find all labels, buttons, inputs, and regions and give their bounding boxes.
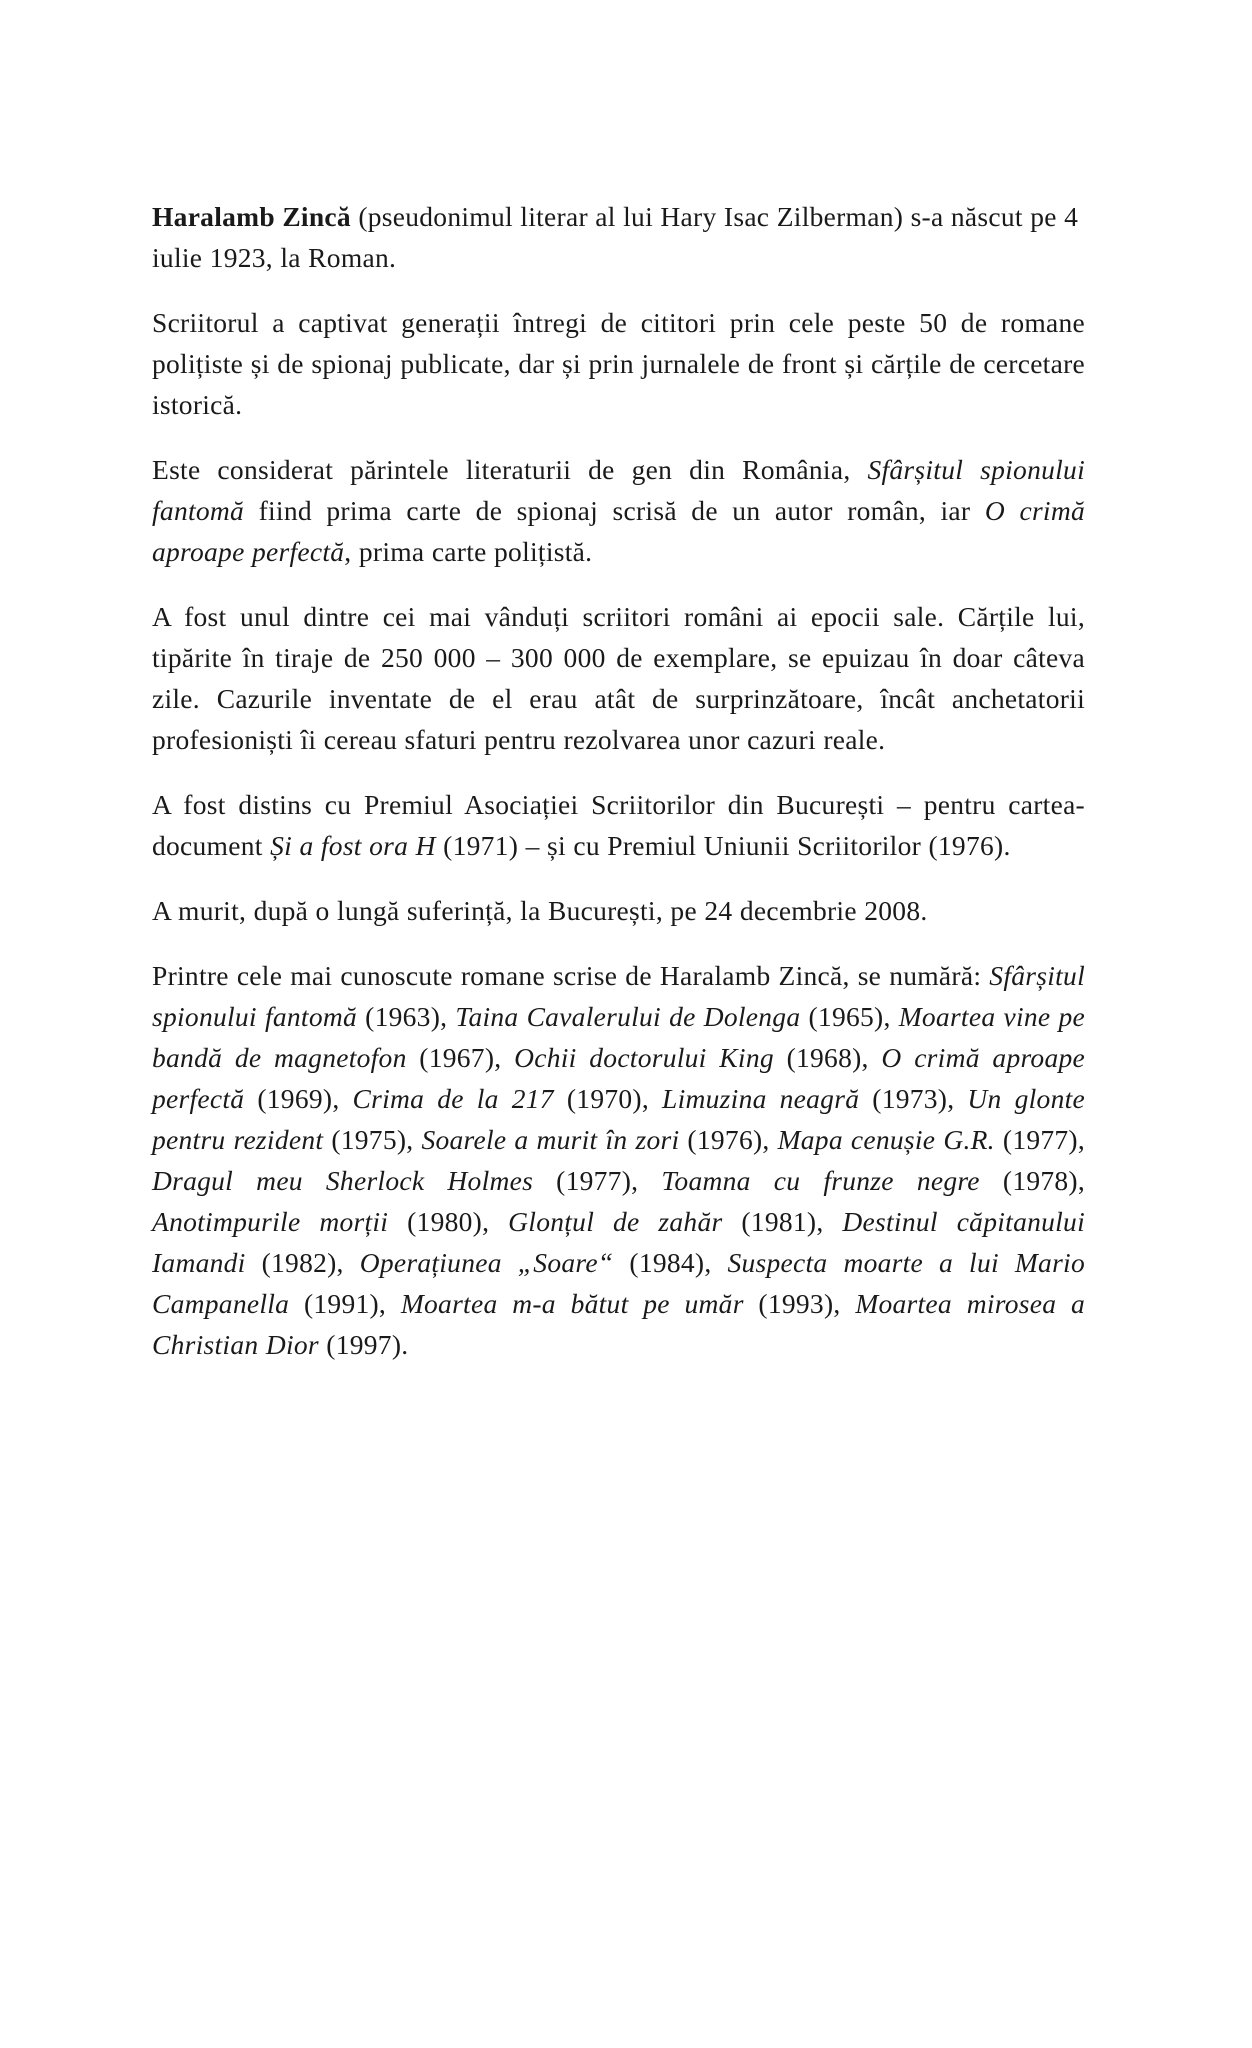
text-run: (1977), xyxy=(994,1124,1086,1155)
paragraph-awards xyxy=(152,784,1085,866)
book-title: Moartea m-a bătut pe umăr xyxy=(400,1288,744,1319)
book-title: Și a fost ora H xyxy=(270,830,436,861)
book-title: Toamna cu frunze negre xyxy=(661,1165,980,1196)
body-text-block xyxy=(152,196,1085,1365)
author-name-lead: Haralamb Zincă xyxy=(152,201,351,232)
text-run: (1963), xyxy=(357,1001,456,1032)
text-run: (1984), xyxy=(613,1247,728,1278)
text-run: Scriitorul a captivat generații întregi de cititori prin cele peste 50 de romane polițiste și de spionaj publicate, dar și prin jurnalele de front și cărțile de cercetare istorică. xyxy=(152,307,1085,420)
text-run: (1970), xyxy=(553,1083,663,1114)
book-title: Sfârșitul spionului fantomă xyxy=(152,454,1085,526)
book-title: Limuzina neagră xyxy=(662,1083,860,1114)
text-run: (1978), xyxy=(979,1165,1085,1196)
text-run: (1997). xyxy=(318,1329,409,1360)
text-run: (1976), xyxy=(679,1124,778,1155)
book-title: O crimă aproape perfectă xyxy=(152,1042,1085,1114)
book-title: Suspecta moarte a lui Mario Campanella xyxy=(152,1247,1086,1319)
paragraph-genre-father xyxy=(152,449,1085,572)
book-title: Destinul căpitanului Iamandi xyxy=(152,1206,1085,1278)
book-title: Mapa cenușie G.R. xyxy=(777,1124,995,1155)
text-run: (1965), xyxy=(800,1001,899,1032)
book-title: Taina Cavalerului de Dolenga xyxy=(455,1001,801,1032)
text-run: A fost distins cu Premiul Asociației Scriitorilor din București – pentru cartea-document xyxy=(152,789,1085,861)
text-run: A murit, după o lungă suferință, la București, pe 24 decembrie 2008. xyxy=(152,895,928,926)
book-title: Ochii doctorului King xyxy=(514,1042,774,1073)
book-title: Dragul meu Sherlock Holmes xyxy=(152,1165,534,1196)
text-run: Printre cele mai cunoscute romane scrise de Haralamb Zincă, se numără: xyxy=(152,960,990,991)
book-title: Anotimpurile morții xyxy=(152,1206,389,1237)
text-run: (1967), xyxy=(406,1042,515,1073)
text-run: , prima carte polițistă. xyxy=(344,536,593,567)
paragraph-bestseller xyxy=(152,596,1085,760)
text-run: (1977), xyxy=(533,1165,662,1196)
book-title: Glonțul de zahăr xyxy=(508,1206,723,1237)
book-title: Un glonte pentru rezident xyxy=(152,1083,1086,1155)
text-run: (1975), xyxy=(323,1124,422,1155)
book-title: Moartea mirosea a Christian Dior xyxy=(152,1288,1085,1360)
text-run: (1991), xyxy=(289,1288,401,1319)
text-run: (1968), xyxy=(773,1042,882,1073)
text-run: Este considerat părintele literaturii de gen din România, xyxy=(152,454,868,485)
book-title: Soarele a murit în zori xyxy=(421,1124,680,1155)
book-title: Crima de la 217 xyxy=(352,1083,554,1114)
text-run: (1971) – și cu Premiul Uniunii Scriitorilor (1976). xyxy=(435,830,1011,861)
book-title: O crimă aproape perfectă xyxy=(152,495,1085,567)
text-run: (1969), xyxy=(244,1083,353,1114)
text-run: (1981), xyxy=(722,1206,843,1237)
paragraph-booklist xyxy=(152,955,1085,1365)
text-run: fiind prima carte de spionaj scrisă de un autor român, iar xyxy=(244,495,985,526)
text-run: (1980), xyxy=(388,1206,509,1237)
text-run: (1973), xyxy=(859,1083,968,1114)
paragraph-death xyxy=(152,890,1085,931)
text-run: (1993), xyxy=(743,1288,856,1319)
book-title: Sfârșitul spionului fantomă xyxy=(152,960,1085,1032)
text-run: (pseudonimul literar al lui Hary Isac Zilberman) s-a născut pe 4 iulie 1923, la Roman. xyxy=(152,201,1079,273)
paragraph-career xyxy=(152,302,1085,425)
text-run: A fost unul dintre cei mai vânduți scriitori români ai epocii sale. Cărțile lui, tipărite în tiraje de 250 000 – 300 000 de exemplare, se epuizau în doar câteva zile. Cazurile inventate de el erau atât de surprinzătoare, încât anchetatorii profesioniști îi cereau sfaturi pentru rezolvarea unor cazuri reale. xyxy=(152,601,1085,755)
book-title: Operațiunea „Soare“ xyxy=(359,1247,614,1278)
book-title: Moartea vine pe bandă de magnetofon xyxy=(152,1001,1086,1073)
text-run: (1982), xyxy=(245,1247,360,1278)
paragraph-bio-intro xyxy=(152,196,1085,278)
